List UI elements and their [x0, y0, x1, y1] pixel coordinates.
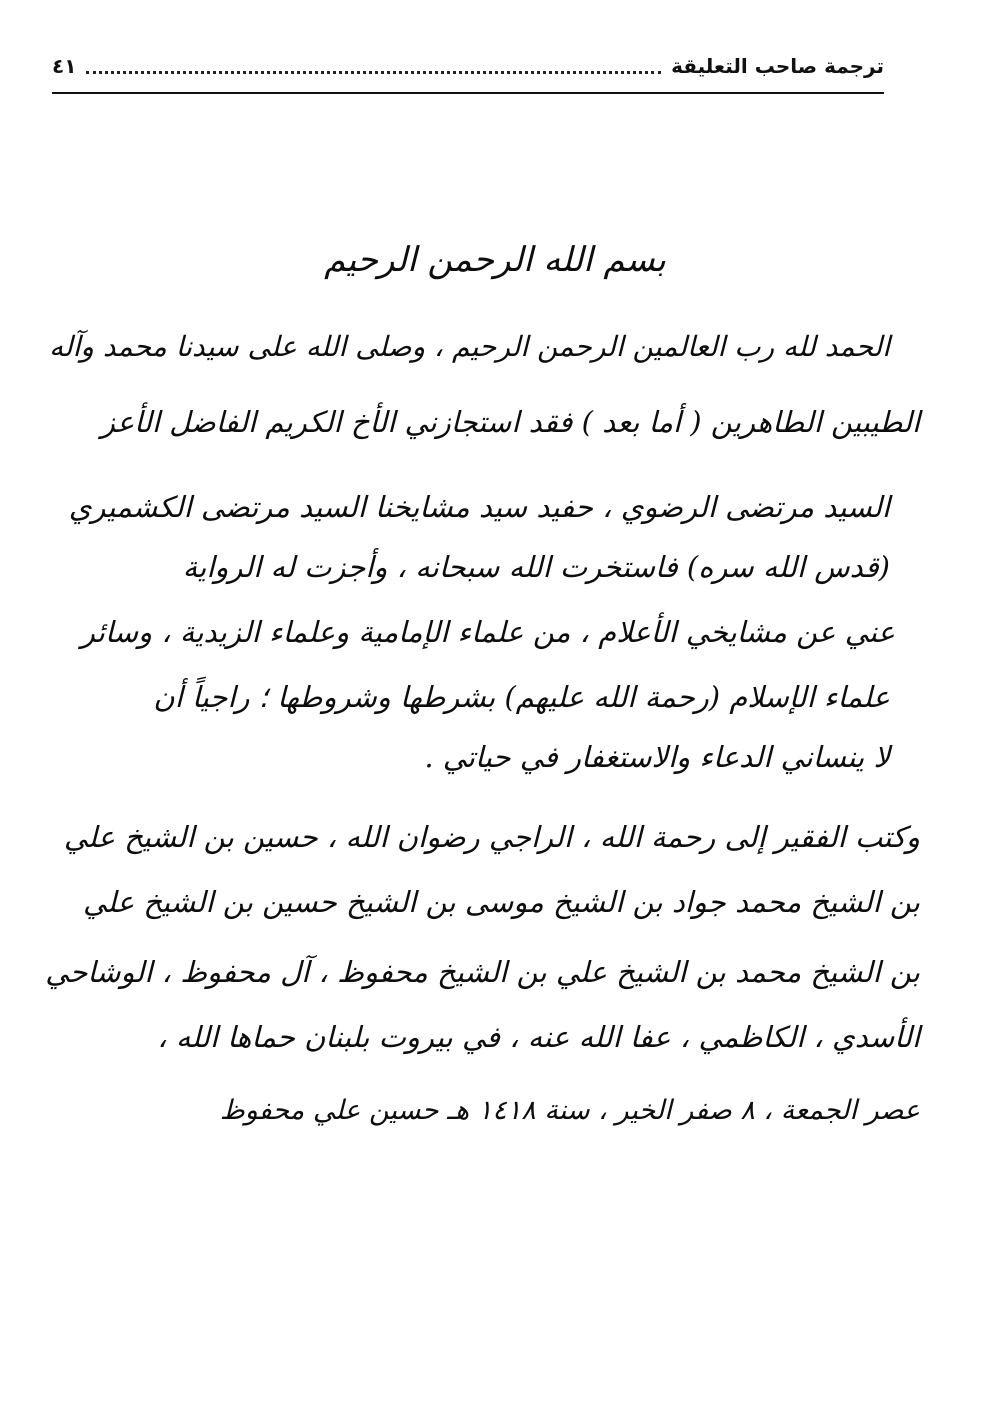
manuscript-line: الحمد لله رب العالمين الرحمن الرحيم ، وصلى الله على سيدنا محمد وآله	[49, 330, 890, 363]
manuscript-line: بن الشيخ محمد جواد بن الشيخ موسى بن الشيخ حسين بن الشيخ علي	[83, 885, 920, 919]
header-title: ترجمة صاحب التعليقة	[671, 54, 884, 78]
manuscript-line: لا ينساني الدعاء والاستغفار في حياتي .	[424, 740, 890, 774]
manuscript-line: عصر الجمعة ، ٨ صفر الخير ، سنة ١٤١٨ هـ حسين علي محفوظ	[219, 1095, 920, 1126]
manuscript-line: وكتب الفقير إلى رحمة الله ، الراجي رضوان الله ، حسين بن الشيخ علي	[63, 820, 920, 854]
manuscript-line: (قدس الله سره) فاستخرت الله سبحانه ، وأجزت له الرواية	[182, 550, 890, 584]
manuscript-line: عني عن مشايخي الأعلام ، من علماء الإمامية وعلماء الزيدية ، وسائر	[80, 615, 895, 649]
running-header	[52, 46, 884, 86]
page-number: ٤١	[52, 54, 77, 78]
header-rule	[52, 92, 884, 94]
manuscript-line: الأسدي ، الكاظمي ، عفا الله عنه ، في بيروت بلبنان حماها الله ،	[157, 1020, 920, 1054]
manuscript-line: الطيبين الطاهرين ( أما بعد ) فقد استجازني الأخ الكريم الفاضل الأعز	[100, 405, 920, 439]
manuscript-line: السيد مرتضى الرضوي ، حفيد سيد مشايخنا السيد مرتضى الكشميري	[68, 490, 890, 524]
manuscript-line: علماء الإسلام (رحمة الله عليهم) بشرطها وشروطها ؛ راجياً أن	[153, 680, 890, 714]
dotted-leader	[86, 71, 661, 74]
handwritten-manuscript	[40, 230, 950, 1150]
basmala: بسم الله الرحمن الرحيم	[324, 240, 666, 280]
manuscript-line: بن الشيخ محمد بن الشيخ علي بن الشيخ محفوظ ، آل محفوظ ، الوشاحي	[45, 955, 920, 989]
